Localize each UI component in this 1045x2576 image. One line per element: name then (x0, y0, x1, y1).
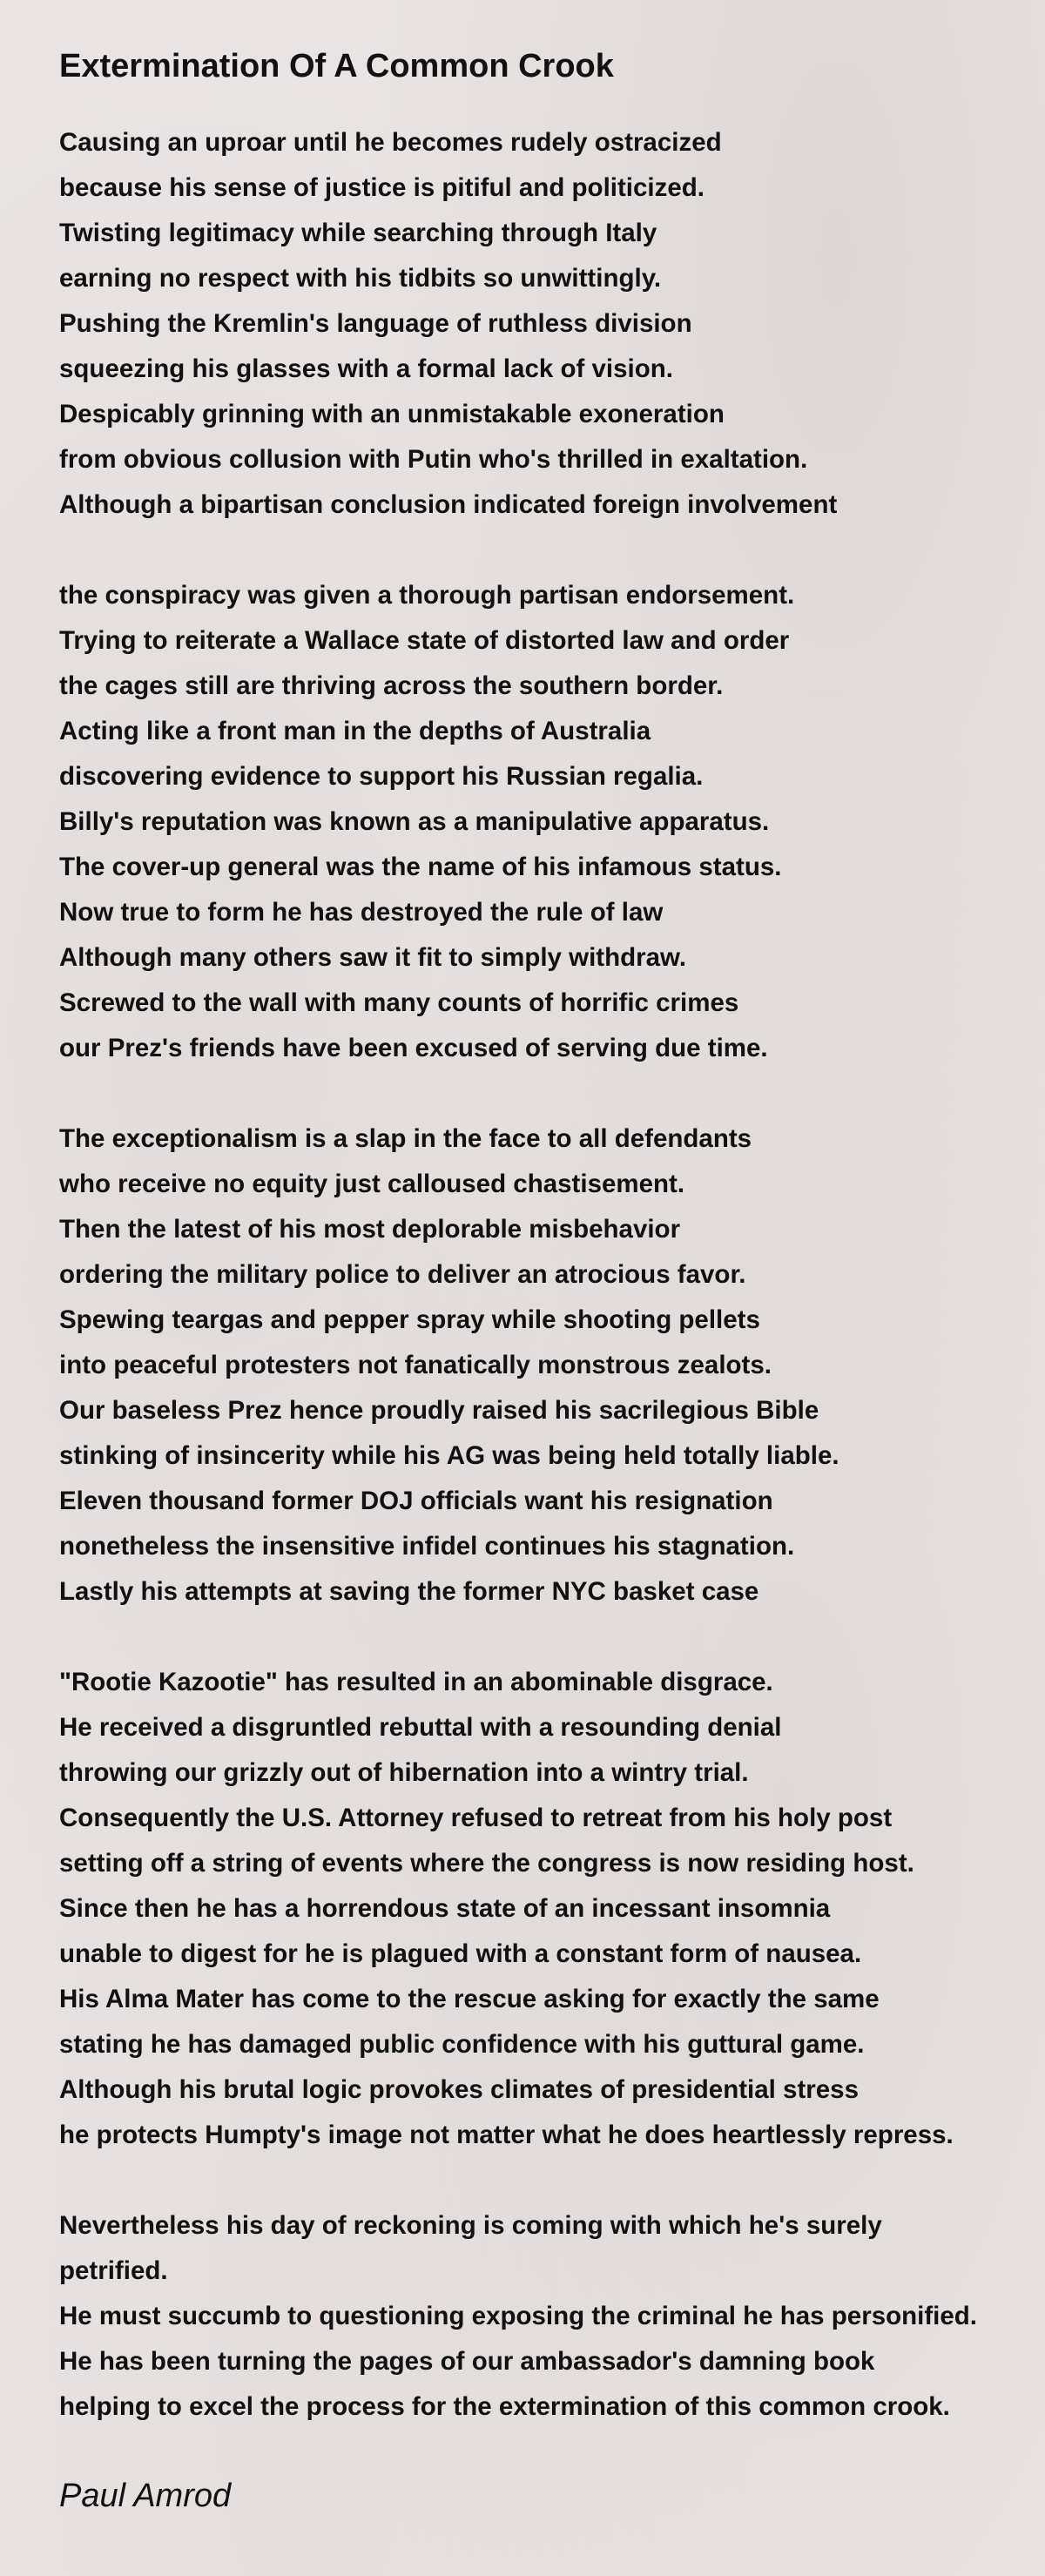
poem-line: into peaceful protesters not fanatically monstrous zealots. (59, 1351, 772, 1379)
poem-line: Screwed to the wall with many counts of horrific crimes (59, 988, 739, 1017)
poem-line: Nevertheless his day of reckoning is coming with which he's surely (59, 2211, 882, 2240)
poem-line: The exceptionalism is a slap in the face to all defendants (59, 1124, 752, 1153)
poem-line: Spewing teargas and pepper spray while shooting pellets (59, 1305, 760, 1334)
poem-line: Twisting legitimacy while searching through Italy (59, 219, 657, 247)
poem-line: His Alma Mater has come to the rescue asking for exactly the same (59, 1985, 880, 2013)
poem-line: our Prez's friends have been excused of serving due time. (59, 1034, 768, 1062)
poem-line: Eleven thousand former DOJ officials want his resignation (59, 1487, 773, 1515)
poem-line: unable to digest for he is plagued with a constant form of nausea. (59, 1939, 862, 1968)
poem-line: Since then he has a horrendous state of an incessant insomnia (59, 1894, 831, 1923)
poem-line: stinking of insincerity while his AG was being held totally liable. (59, 1441, 839, 1470)
stanza-4 (59, 1660, 1045, 2158)
poem-line: "Rootie Kazootie" has resulted in an abominable disgrace. (59, 1668, 773, 1696)
poem-line: He received a disgruntled rebuttal with a resounding denial (59, 1713, 782, 1742)
poem-line: throwing our grizzly out of hibernation into a wintry trial. (59, 1758, 749, 1787)
poem-line: because his sense of justice is pitiful and politicized. (59, 173, 705, 202)
poem-line: ordering the military police to deliver an atrocious favor. (59, 1260, 746, 1289)
poem-line: Then the latest of his most deplorable misbehavior (59, 1215, 681, 1244)
stanza-break (59, 528, 1045, 573)
poem-line: nonetheless the insensitive infidel continues his stagnation. (59, 1532, 795, 1561)
stanza-5 (59, 2203, 1045, 2430)
stanza-break (59, 1615, 1045, 1660)
poem-line: Causing an uproar until he becomes rudely ostracized (59, 128, 722, 157)
poem-line: Pushing the Kremlin's language of ruthless division (59, 309, 692, 338)
poem-line: from obvious collusion with Putin who's thrilled in exaltation. (59, 445, 808, 474)
poem-line: He has been turning the pages of our ambassador's damning book (59, 2347, 875, 2376)
poem-line: Despicably grinning with an unmistakable exoneration (59, 400, 725, 428)
poem-line: petrified. (59, 2256, 168, 2285)
poem-line: earning no respect with his tidbits so unwittingly. (59, 264, 662, 293)
poem-line: the cages still are thriving across the southern border. (59, 671, 724, 700)
poem-line: Although many others saw it fit to simply withdraw. (59, 943, 687, 972)
poem-author: Paul Amrod (59, 2478, 232, 2514)
poem-line: setting off a string of events where the congress is now residing host. (59, 1849, 914, 1878)
poem-line: stating he has damaged public confidence with his guttural game. (59, 2030, 865, 2059)
poem-line: Acting like a front man in the depths of Australia (59, 717, 651, 745)
stanza-break (59, 2158, 1045, 2203)
poem-line: The cover-up general was the name of his infamous status. (59, 853, 782, 881)
stanza-2 (59, 573, 1045, 1071)
poem-line: he protects Humpty's image not matter what he does heartlessly repress. (59, 2121, 954, 2149)
poem-line: Although a bipartisan conclusion indicated foreign involvement (59, 490, 838, 519)
stanza-1 (59, 120, 1045, 528)
poem-line: helping to excel the process for the extermination of this common crook. (59, 2392, 950, 2421)
poem-line: Billy's reputation was known as a manipulative apparatus. (59, 807, 770, 836)
stanza-break (59, 1071, 1045, 1116)
poem-line: Consequently the U.S. Attorney refused to retreat from his holy post (59, 1804, 893, 1832)
poem-line: Lastly his attempts at saving the former NYC basket case (59, 1577, 759, 1606)
poem-line: Our baseless Prez hence proudly raised his sacrilegious Bible (59, 1396, 819, 1425)
poem-line: He must succumb to questioning exposing the criminal he has personified. (59, 2302, 977, 2330)
poem-title: Extermination Of A Common Crook (59, 48, 614, 84)
poem-line: squeezing his glasses with a formal lack of vision. (59, 354, 673, 383)
poem-line: who receive no equity just calloused chastisement. (59, 1170, 685, 1198)
poem-line: Trying to reiterate a Wallace state of distorted law and order (59, 626, 790, 655)
stanza-3 (59, 1116, 1045, 1615)
poem-line: Although his brutal logic provokes climates of presidential stress (59, 2075, 859, 2104)
poem-line: the conspiracy was given a thorough partisan endorsement. (59, 581, 795, 610)
poem-line: Now true to form he has destroyed the rule of law (59, 898, 664, 927)
poem-line: discovering evidence to support his Russian regalia. (59, 762, 704, 791)
